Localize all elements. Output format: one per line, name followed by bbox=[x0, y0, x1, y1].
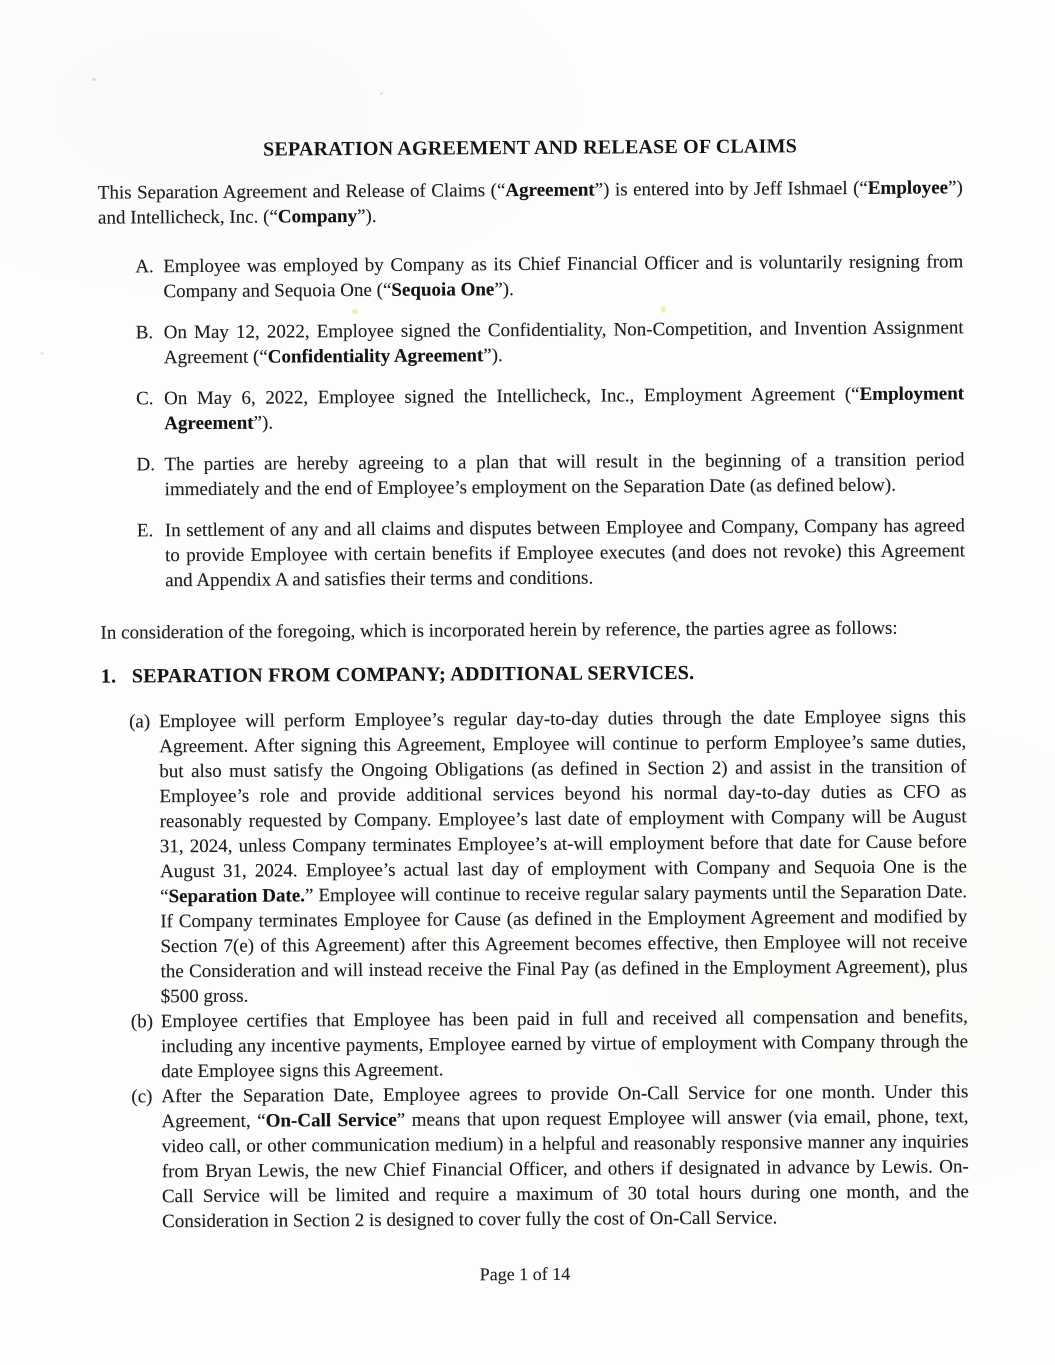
item-text: Employee will perform Employee’s regular day-to-day duties through the date Employee signs this Agreement. After signing this Agreement, Employee will continue to perform Employee’s same duties, but also must satisfy the Ongoing Obligations (as defined in Section 2) and assist in the transition of Employee’s role and provide additional services beyond his normal day-to-day duties as CFO as reasonably requested by Company. Employee’s last date of employment with Company will be August 31, 2024, unless Company terminates Employee’s at-will employment before that date for Cause before August 31, 2024. Employee’s actual last day of employment with Company and Sequoia One is the “Separation Date.” Employee will continue to receive regular salary payments until the Separation Date. If Company terminates Employee for Cause (as defined in the Employment Agreement and modified by Section 7(e) of this Agreement) after this Agreement becomes effective, then Employee will not receive the Consideration and will instead receive the Final Pay (as defined in the Employment Agreement), plus $500 gross. bbox=[159, 706, 968, 1008]
section-item-a bbox=[101, 704, 968, 1009]
recital-text: On May 6, 2022, Employee signed the Intellicheck, Inc., Employment Agreement (“Employment Agreement”). bbox=[164, 383, 965, 435]
item-label: (c) bbox=[131, 1086, 153, 1108]
intro-paragraph: This Separation Agreement and Release of Claims (“Agreement”) is entered into by Jeff Ishmael (“Employee”) and Intellicheck, Inc. (“Company”). bbox=[97, 177, 963, 229]
section-item-b bbox=[103, 1004, 968, 1084]
recital-label: E. bbox=[136, 520, 154, 542]
consideration-paragraph: In consideration of the foregoing, which is incorporated herein by reference, the parties agree as follows: bbox=[100, 617, 898, 644]
page-footer: Page 1 of 14 bbox=[479, 1263, 571, 1285]
recital-label: B. bbox=[135, 322, 154, 344]
item-label: (a) bbox=[129, 711, 151, 733]
section-item-c bbox=[103, 1079, 969, 1234]
recital-label: A. bbox=[135, 256, 154, 278]
recital-text: In settlement of any and all claims and disputes between Employee and Company, Company has agreed to provide Employee with certain benefits if Employee executes (and does not revoke) this Agreement and Appendix A and satisfies their terms and conditions. bbox=[164, 515, 966, 592]
recital-item-b bbox=[99, 315, 964, 370]
recital-text: On May 12, 2022, Employee signed the Confidentiality, Non-Competition, and Invention Assignment Agreement (“Confidentiality Agreement”). bbox=[163, 317, 964, 369]
recital-label: C. bbox=[136, 388, 154, 410]
recital-text: The parties are hereby agreeing to a plan that will result in the beginning of a transition period immediately and the end of Employee’s employment on the Separation Date (as defined below). bbox=[164, 449, 965, 501]
recital-item-e bbox=[100, 513, 965, 593]
section-title: SEPARATION FROM COMPANY; ADDITIONAL SERVICES. bbox=[131, 661, 695, 688]
recital-text: Employee was employed by Company as its Chief Financial Officer and is voluntarily resigning from Company and Sequoia One (“Sequoia One”). bbox=[163, 251, 964, 303]
section-1-heading bbox=[101, 658, 966, 689]
recital-item-c bbox=[99, 381, 964, 436]
section-number: 1. bbox=[100, 665, 117, 688]
recital-item-d bbox=[99, 447, 964, 502]
item-text: After the Separation Date, Employee agrees to provide On-Call Service for one month. Under this Agreement, “On-Call Service” means that upon request Employee will answer (via email, phone, text, video call, or other communication medium) in a helpful and reasonably responsive manner any inquiries from Bryan Lewis, the new Chief Financial Officer, and others if designated in advance by Lewis. On-Call Service will be limited and require a maximum of 30 total hours during one month, and the Consideration in Section 2 is designed to cover fully the cost of On-Call Service. bbox=[161, 1081, 970, 1233]
recital-item-a bbox=[98, 249, 963, 304]
recitals-list bbox=[98, 249, 965, 593]
recital-label: D. bbox=[136, 454, 156, 476]
item-text: Employee certifies that Employee has been paid in full and received all compensation and benefits, including any incentive payments, Employee earned by virtue of employment with Company through the date Employee signs this Agreement. bbox=[160, 1006, 969, 1083]
document-title: SEPARATION AGREEMENT AND RELEASE OF CLAIMS bbox=[263, 135, 798, 161]
item-label: (b) bbox=[130, 1011, 154, 1033]
section-1-items bbox=[101, 704, 969, 1234]
